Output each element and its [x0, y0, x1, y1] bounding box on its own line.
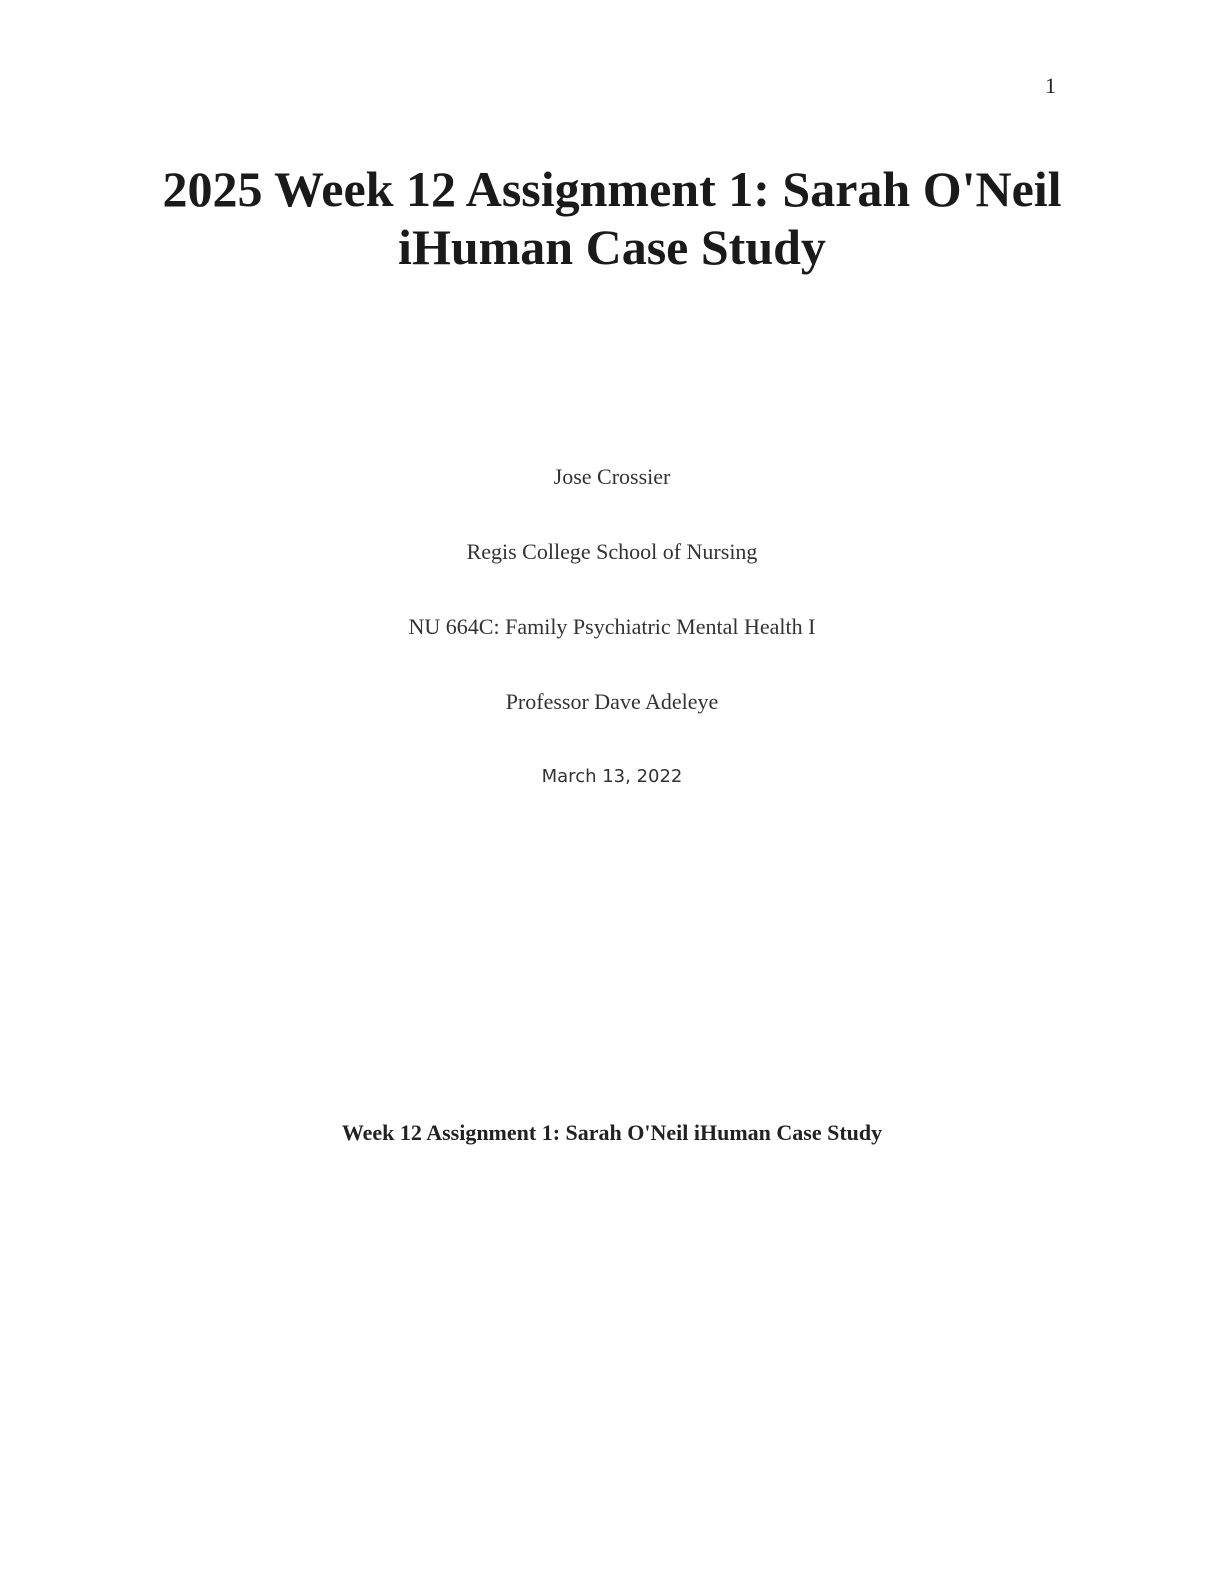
submission-date: March 13, 2022	[541, 766, 683, 787]
document-title-line-2: iHuman Case Study	[398, 219, 826, 275]
document-title	[100, 160, 1124, 276]
cover-info-block	[0, 462, 1224, 792]
course-name: NU 664C: Family Psychiatric Mental Health I	[408, 614, 816, 639]
institution-name: Regis College School of Nursing	[466, 539, 758, 564]
author-name: Jose Crossier	[553, 464, 671, 489]
document-title-line-1: 2025 Week 12 Assignment 1: Sarah O'Neil	[162, 161, 1062, 217]
section-heading: Week 12 Assignment 1: Sarah O'Neil iHuman Case Study	[341, 1120, 883, 1145]
page-number: 1	[1045, 73, 1056, 98]
instructor-name: Professor Dave Adeleye	[505, 689, 719, 714]
